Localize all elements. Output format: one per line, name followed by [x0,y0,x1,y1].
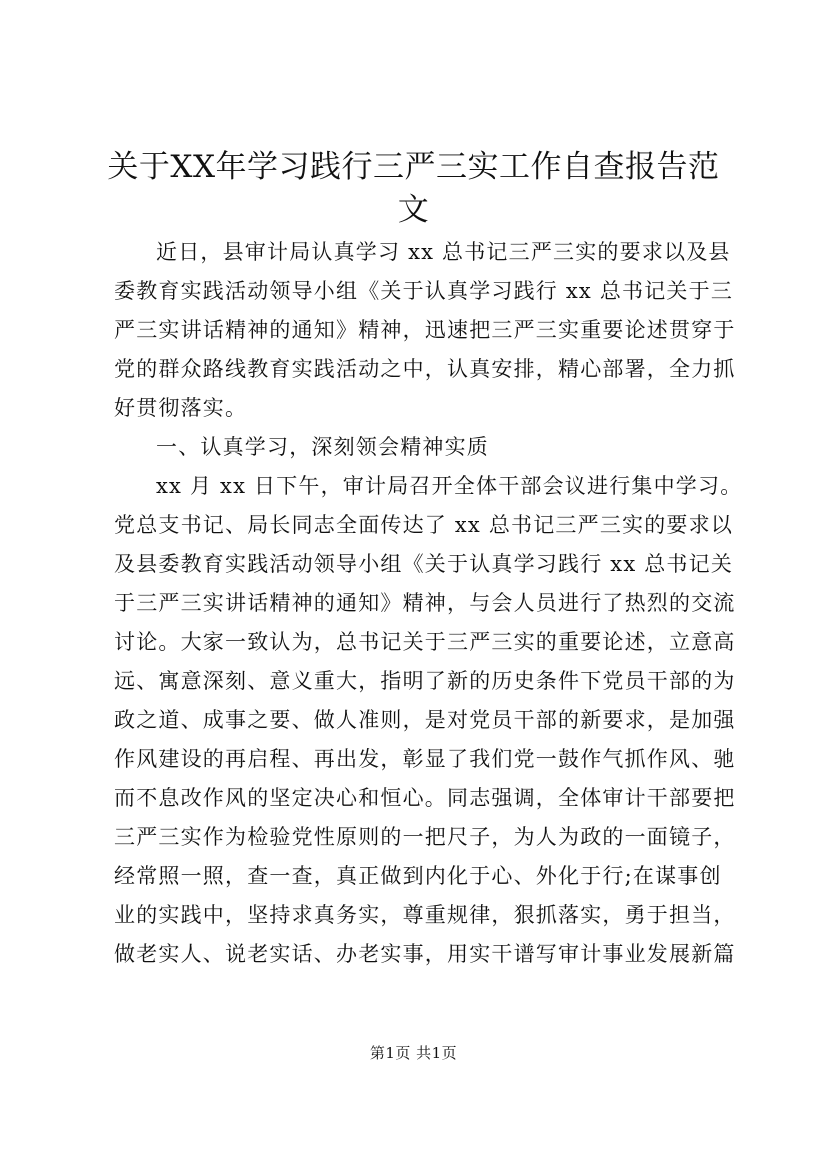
paragraph-line: 作风建设的再启程、再出发，彰显了我们党一鼓作气抓作风、驰 [114,747,736,771]
page-number-footer: 第1页 共1页 [369,1044,458,1062]
paragraph-line: 党的群众路线教育实践活动之中，认真安排，精心部署，全力抓 [114,357,736,381]
paragraph-line: 三严三实作为检验党性原则的一把尺子，为人为政的一面镜子， [114,825,736,849]
paragraph-line: 做老实人、说老实话、办老实事，用实干谱写审计事业发展新篇 [114,942,736,966]
document-title-line-1: 关于XX年学习践行三严三实工作自查报告范 [107,149,720,185]
paragraph-line: 于三严三实讲话精神的通知》精神，与会人员进行了热烈的交流 [114,591,736,615]
paragraph-line: 远、寓意深刻、意义重大，指明了新的历史条件下党员干部的为 [114,669,736,693]
paragraph-line: xx 月 xx 日下午，审计局召开全体干部会议进行集中学习。 [156,474,743,498]
paragraph-line: 好贯彻落实。 [114,396,248,420]
section-heading: 一、认真学习，深刻领会精神实质 [156,435,489,459]
paragraph-line: 讨论。大家一致认为，总书记关于三严三实的重要论述，立意高 [114,630,736,654]
paragraph-line: 及县委教育实践活动领导小组《关于认真学习践行 xx 总书记关 [114,552,734,576]
paragraph-line: 业的实践中，坚持求真务实，尊重规律，狠抓落实，勇于担当， [114,903,736,927]
document-title-line-2: 文 [397,192,430,228]
paragraph-line: 近日，县审计局认真学习 xx 总书记三严三实的要求以及县 [156,240,731,264]
paragraph-line: 委教育实践活动领导小组《关于认真学习践行 xx 总书记关于三 [114,279,734,303]
paragraph-line: 经常照一照，查一查，真正做到内化于心、外化于行;在谋事创 [114,864,722,888]
paragraph-line: 严三实讲话精神的通知》精神，迅速把三严三实重要论述贯穿于 [114,318,736,342]
paragraph-line: 党总支书记、局长同志全面传达了 xx 总书记三严三实的要求以 [114,513,734,537]
paragraph-line: 政之道、成事之要、做人准则，是对党员干部的新要求，是加强 [114,708,736,732]
document-body [114,233,743,974]
paragraph-line: 而不息改作风的坚定决心和恒心。同志强调，全体审计干部要把 [114,786,736,810]
